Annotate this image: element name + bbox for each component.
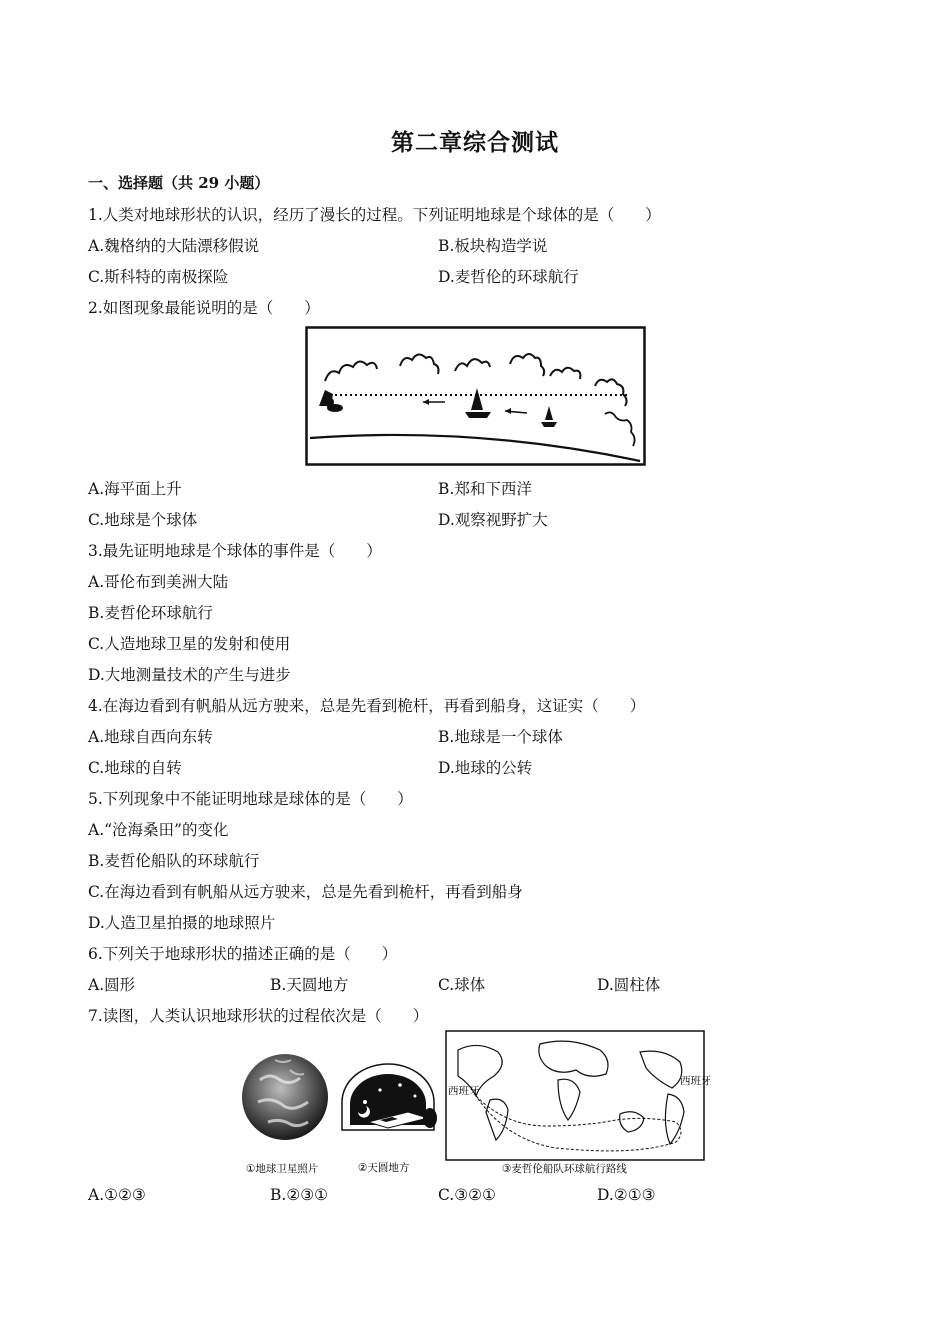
question-1-stem: 1.人类对地球形状的认识，经历了漫长的过程。下列证明地球是个球体的是（ ） <box>88 206 661 224</box>
map-label-spain-right: 西班牙 <box>680 1075 710 1087</box>
question-5-option-b: B.麦哲伦船队的环球航行 <box>88 852 260 870</box>
question-3-option-c: C.人造地球卫星的发射和使用 <box>88 635 291 653</box>
question-2-option-c: C.地球是个球体 <box>88 511 198 529</box>
question-3-option-d: D.大地测量技术的产生与进步 <box>88 666 291 684</box>
question-4-option-a: A.地球自西向东转 <box>88 728 213 746</box>
question-1-option-a: A.魏格纳的大陆漂移假说 <box>88 237 260 255</box>
map-label-spain-left: 西班牙 <box>448 1085 480 1097</box>
question-5-option-c: C.在海边看到有帆船从远方驶来，总是先看到桅杆，再看到船身 <box>88 883 523 901</box>
question-6-option-b: B.天圆地方 <box>270 976 349 994</box>
earth-shape-figures <box>240 1030 710 1178</box>
question-6-option-d: D.圆柱体 <box>597 976 661 994</box>
world-map-route-icon <box>446 1031 710 1160</box>
question-4-option-c: C.地球的自转 <box>88 759 182 777</box>
page-title: 第二章综合测试 <box>391 129 559 156</box>
earth-photo-icon <box>242 1054 328 1140</box>
question-7-option-b: B.②③① <box>270 1186 329 1204</box>
question-2-option-b: B.郑和下西洋 <box>438 480 532 498</box>
question-3-option-a: A.哥伦布到美洲大陆 <box>88 573 229 591</box>
ship-horizon-figure <box>305 326 646 466</box>
question-2-option-a: A.海平面上升 <box>88 480 182 498</box>
question-6-option-c: C.球体 <box>438 976 486 994</box>
question-1-option-c: C.斯科特的南极探险 <box>88 268 229 286</box>
round-sky-square-earth-icon <box>342 1064 437 1130</box>
question-4-option-d: D.地球的公转 <box>438 759 533 777</box>
question-4-stem: 4.在海边看到有帆船从远方驶来，总是先看到桅杆，再看到船身，这证实（ ） <box>88 697 646 715</box>
question-1-option-b: B.板块构造学说 <box>438 237 548 255</box>
question-5-option-a: A.“沧海桑田”的变化 <box>88 821 229 839</box>
question-1-option-d: D.麦哲伦的环球航行 <box>438 268 579 286</box>
question-7-stem: 7.读图，人类认识地球形状的过程依次是（ ） <box>88 1007 429 1025</box>
question-7-option-a: A.①②③ <box>88 1186 146 1204</box>
question-7-option-c: C.③②① <box>438 1186 496 1204</box>
question-4-option-b: B.地球是一个球体 <box>438 728 563 746</box>
question-5-option-d: D.人造卫星拍摄的地球照片 <box>88 914 276 932</box>
question-3-stem: 3.最先证明地球是个球体的事件是（ ） <box>88 542 382 560</box>
question-6-stem: 6.下列关于地球形状的描述正确的是（ ） <box>88 945 398 963</box>
caption-round-sky: ②天圆地方 <box>358 1162 410 1174</box>
question-2-option-d: D.观察视野扩大 <box>438 511 548 529</box>
caption-satellite-photo: ①地球卫星照片 <box>246 1163 319 1175</box>
question-2-stem: 2.如图现象最能说明的是（ ） <box>88 299 320 317</box>
section-heading: 一、选择题（共 29 小题） <box>88 174 270 192</box>
question-6-option-a: A.圆形 <box>88 976 136 994</box>
caption-magellan-route: ③麦哲伦船队环球航行路线 <box>502 1163 627 1175</box>
question-7-option-d: D.②①③ <box>597 1186 656 1204</box>
question-5-stem: 5.下列现象中不能证明地球是球体的是（ ） <box>88 790 413 808</box>
question-3-option-b: B.麦哲伦环球航行 <box>88 604 213 622</box>
